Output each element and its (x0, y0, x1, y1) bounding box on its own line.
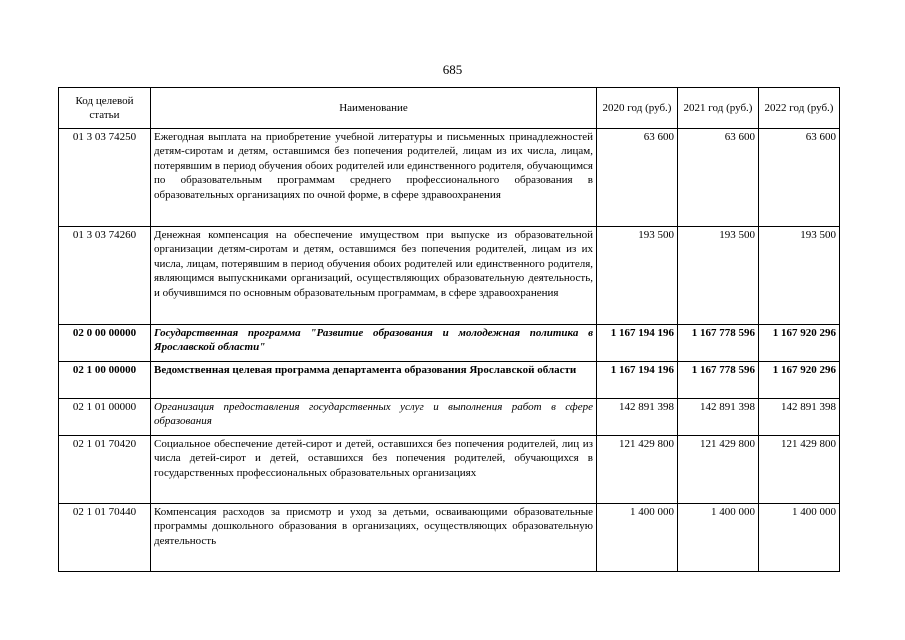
row-amount-2022: 1 400 000 (759, 504, 840, 572)
header-name: Наименование (151, 88, 597, 129)
row-amount-2020: 63 600 (597, 129, 678, 227)
row-amount-2021: 142 891 398 (678, 399, 759, 436)
row-amount-2022: 1 167 920 296 (759, 325, 840, 362)
row-name: Компенсация расходов за присмотр и уход за детьми, осваивающими образовательные программы дошкольного образования в организациях, осуществляющих образовательную деятельность (151, 504, 597, 572)
row-amount-2020: 193 500 (597, 227, 678, 325)
row-code: 02 1 01 70420 (59, 436, 151, 504)
row-name: Денежная компенсация на обеспечение имуществом при выпуске из образовательной организации детям-сиротам и детям, оставшимся без попечения родителей, лицам из их числа, лицам, потерявшим в период обучения обоих родителей или единственного родителя, являющимся выпускниками организаций, осуществляющих образовательную деятельность, и обучившимся по основным образовательным программам, в сфере здравоохранения (151, 227, 597, 325)
row-amount-2021: 1 167 778 596 (678, 325, 759, 362)
row-name: Государственная программа "Развитие образования и молодежная политика в Ярославской области" (151, 325, 597, 362)
header-2022: 2022 год (руб.) (759, 88, 840, 129)
header-code: Код целевой статьи (59, 88, 151, 129)
row-amount-2022: 193 500 (759, 227, 840, 325)
table-header-row (59, 88, 840, 129)
table-row (59, 227, 840, 325)
header-2020: 2020 год (руб.) (597, 88, 678, 129)
row-name: Социальное обеспечение детей-сирот и детей, оставшихся без попечения родителей, лиц из числа детей-сирот и детей, оставшихся без попечения родителей, обучающихся в государственных профессиональных образовательных организациях (151, 436, 597, 504)
row-amount-2021: 193 500 (678, 227, 759, 325)
header-2021: 2021 год (руб.) (678, 88, 759, 129)
table-row (59, 325, 840, 362)
page-number: 685 (442, 62, 463, 77)
table-row (59, 362, 840, 399)
row-amount-2022: 63 600 (759, 129, 840, 227)
row-amount-2021: 121 429 800 (678, 436, 759, 504)
row-amount-2022: 121 429 800 (759, 436, 840, 504)
row-name: Ведомственная целевая программа департамента образования Ярославской области (151, 362, 597, 399)
row-name: Ежегодная выплата на приобретение учебной литературы и письменных принадлежностей детям-сиротам и детям, оставшимся без попечения родителей, лицам из их числа, лицам, потерявшим в период обучения обоих родителей или единственного родителя, обучающимся по образовательным программам среднего профессионального образования в образовательных организациях по очной форме, в сфере здравоохранения (151, 129, 597, 227)
row-code: 02 1 00 00000 (59, 362, 151, 399)
row-amount-2020: 121 429 800 (597, 436, 678, 504)
row-amount-2021: 1 400 000 (678, 504, 759, 572)
row-amount-2020: 1 167 194 196 (597, 362, 678, 399)
table-row (59, 436, 840, 504)
budget-table (58, 87, 840, 572)
row-amount-2022: 1 167 920 296 (759, 362, 840, 399)
table-row (59, 504, 840, 572)
row-code: 01 3 03 74260 (59, 227, 151, 325)
row-code: 02 0 00 00000 (59, 325, 151, 362)
row-amount-2021: 63 600 (678, 129, 759, 227)
row-name: Организация предоставления государственных услуг и выполнения работ в сфере образования (151, 399, 597, 436)
row-code: 02 1 01 00000 (59, 399, 151, 436)
row-code: 01 3 03 74250 (59, 129, 151, 227)
table-row (59, 129, 840, 227)
row-code: 02 1 01 70440 (59, 504, 151, 572)
row-amount-2020: 142 891 398 (597, 399, 678, 436)
row-amount-2021: 1 167 778 596 (678, 362, 759, 399)
table-row (59, 399, 840, 436)
row-amount-2020: 1 400 000 (597, 504, 678, 572)
row-amount-2022: 142 891 398 (759, 399, 840, 436)
row-amount-2020: 1 167 194 196 (597, 325, 678, 362)
